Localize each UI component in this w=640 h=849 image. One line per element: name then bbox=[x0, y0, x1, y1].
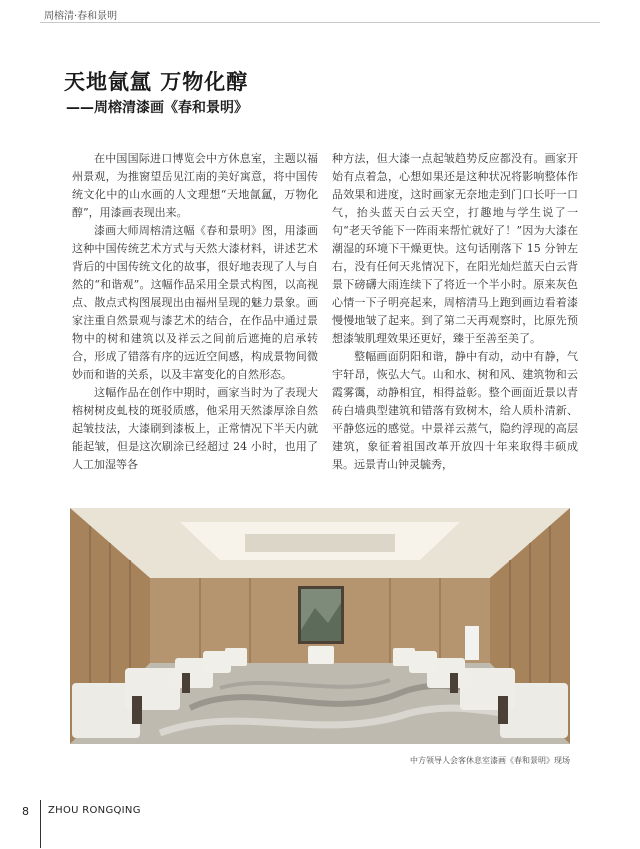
paragraph: 在中国国际进口博览会中方休息室，主题以福州景观，为推窗望岳见江南的美好寓意，将中国传统文化中的山水画的人文理想“天地氤氲，万物化醇”，用漆画表现出来。 bbox=[72, 152, 318, 219]
paragraph: 整幅画面阴阳和谐，静中有动，动中有静，气宇轩昂，恢弘大气。山和水、树和风、建筑物和云霞雾霭，动静相宜，相得益彰。整个画面近景以青砖白墙典型建筑和错落有致树木，给人质朴清新、平静悠远的感觉。中景祥云蒸气，隐约浮现的高层建筑，象征着祖国改革开放四十年来取得丰硕成果。远景青山钟灵毓秀， bbox=[332, 350, 578, 471]
footer-magazine-name: ZHOU RONGQING bbox=[48, 805, 141, 816]
page-number: 8 bbox=[22, 805, 29, 818]
room-photo bbox=[70, 508, 570, 744]
photo-air-conditioner bbox=[465, 626, 479, 660]
paragraph: 种方法，但大漆一点起皱趋势反应都没有。画家开始有点着急，心想如果还是这种状况将影响整体作品效果和进度，这时画家无奈地走到门口长吁一口气，抬头蓝天白云天空，打趣地与学生说了一句“老天爷能下一阵雨来帮忙就好了！”因为大漆在潮湿的环境下干燥更快。这句话刚落下 15 分钟左右，没有任何天兆情况下，在阳光灿烂蓝天白云背景下磅礴大雨连续下了将近一个半小时。原来灰色心情一下子明亮起来，周榕清马上跑到画边看着漆慢慢地皱了起来。到了第二天再观察时，比原先预想漆皱肌理效果还更好，臻于至善至美了。 bbox=[332, 152, 578, 345]
article-title: 天地氤氲 万物化醇 bbox=[64, 70, 249, 94]
room-photo-illustration bbox=[70, 508, 570, 744]
left-column bbox=[72, 150, 318, 474]
right-column bbox=[332, 150, 578, 474]
photo-ceiling-panel bbox=[245, 534, 395, 552]
running-header: 周榕清·春和景明 bbox=[44, 11, 118, 22]
photo-center-chair bbox=[308, 646, 334, 664]
paragraph: 这幅作品在创作中期时，画家当时为了表现大榕树树皮虬枝的斑驳质感，他采用天然漆厚涂自然起皱技法，大漆刷到漆板上，正常情况下半天内就能起皱，但是这次刷涂已经超过 24 小时，也用了人工加湿等各 bbox=[72, 386, 318, 471]
header-rule bbox=[40, 22, 600, 23]
paragraph: 漆画大师周榕清这幅《春和景明》图，用漆画这种中国传统艺术方式与天然大漆材料，讲述艺术背后的中国传统文化的故事，很好地表现了人与自然的“和谐观”。这幅作品采用全景式构图，以高视点、散点式构图展现出由福州呈现的魅力景象。画家注重自然景观与漆艺术的结合，在作品中通过景物中的树和建筑以及祥云之间前后遮掩的启承转合，形成了错落有序的远近空间感，构成景物间微妙而和谐的关系，以及丰富变化的自然形态。 bbox=[72, 224, 318, 381]
photo-caption: 中方领导人会客休息室漆画《春和景明》现场 bbox=[410, 756, 570, 765]
article-subtitle: ——周榕清漆画《春和景明》 bbox=[66, 100, 248, 116]
footer-rule bbox=[40, 800, 41, 848]
